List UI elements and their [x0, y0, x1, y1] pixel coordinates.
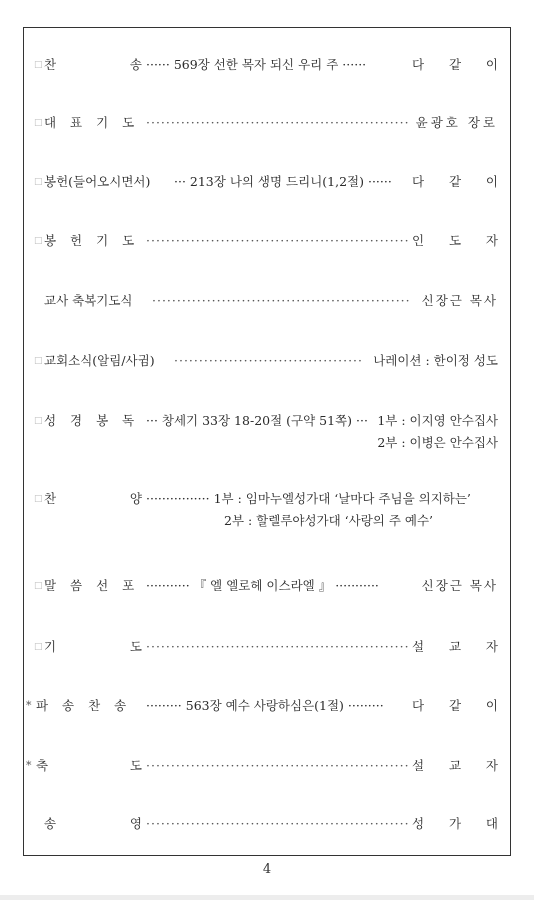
service-item-label: □ 찬 송 — [34, 54, 142, 76]
service-item-label: 교사 축복기도식 — [44, 293, 133, 308]
leader-dots — [146, 755, 410, 777]
page-footer-strip — [0, 895, 534, 900]
presenter: 성 가 대 — [412, 816, 498, 831]
service-row: * 파 송 찬 송 ········· 563장 예수 사랑하심은(1절) ········· 다 같 이 — [24, 695, 510, 717]
service-row — [24, 755, 510, 777]
service-row — [24, 290, 510, 312]
presenter: 신장근 목사 — [421, 293, 498, 308]
presenter: 나레이션 : 한이정 성도 — [373, 353, 498, 368]
service-item-label: □ 성 경 봉 독 — [34, 410, 139, 432]
presenter: 다 같 이 — [412, 698, 498, 713]
presenter: 인 도 자 — [412, 233, 498, 248]
presenter: 다 같 이 — [412, 174, 498, 189]
choir-second-service: 2부 : 할렐루야성가대 ‘사랑의 주 예수’ — [224, 513, 434, 528]
sermon-title: 『 엘 엘로헤 이스라엘 』 — [193, 578, 332, 593]
service-item-label: □ 기 도 — [34, 636, 142, 658]
service-item-label: □ 말 씀 선 포 — [34, 575, 139, 597]
service-item-label: □ 봉헌(들어오시면서) — [34, 171, 150, 193]
leader-dots — [146, 230, 410, 252]
bullet-icon: □ — [34, 581, 43, 591]
service-row: □ 찬 양 ················ 1부 : 임마누엘성가대 ‘날마다 주님을 의지하는’ 2부 : 할렐루야성가대 ‘사랑의 주 예수’ — [24, 488, 510, 510]
stand-up-icon: * — [26, 759, 32, 772]
service-row — [24, 112, 510, 134]
hymn-text: 563장 예수 사랑하심은(1절) — [185, 698, 344, 713]
bullet-icon: □ — [34, 416, 43, 426]
service-item-label: * 축 도 — [26, 755, 142, 777]
service-row: □ 성 경 봉 독 ··· 창세기 33장 18-20절 (구약 51쪽) ··· 1부 : 이지영 안수집사 2부 : 이병은 안수집사 — [24, 410, 510, 432]
leader-dots — [152, 290, 410, 312]
leader-dots — [146, 813, 410, 835]
service-row — [24, 636, 510, 658]
service-row — [24, 813, 510, 835]
order-of-service-frame — [23, 27, 511, 856]
service-row — [24, 350, 510, 372]
bullet-icon: □ — [34, 177, 43, 187]
bullet-icon: □ — [34, 118, 43, 128]
choir-first-service: 1부 : 임마누엘성가대 ‘날마다 주님을 의지하는’ — [213, 491, 471, 506]
leader-dots — [146, 112, 410, 134]
service-item-label: □ 찬 양 — [34, 488, 142, 510]
service-item-label: □ 교회소식(알림/사귐) — [34, 350, 155, 372]
service-item-label: □ 봉 헌 기 도 — [34, 230, 139, 252]
reader-second-service: 2부 : 이병은 안수집사 — [377, 435, 498, 450]
stand-up-icon: * — [26, 699, 32, 712]
leader-dots — [146, 636, 410, 658]
page-number: 4 — [262, 862, 272, 877]
bullet-icon: □ — [34, 236, 43, 246]
leader-dots — [174, 350, 362, 372]
presenter: 설 교 자 — [412, 758, 498, 773]
service-item-label: * 파 송 찬 송 — [26, 695, 131, 717]
presenter: 설 교 자 — [412, 639, 498, 654]
hymn-text: 213장 나의 생명 드리니(1,2절) — [189, 174, 364, 189]
presenter: 윤광호 장로 — [415, 115, 498, 130]
bullet-icon: □ — [34, 494, 43, 504]
service-item-label: □ 대 표 기 도 — [34, 112, 142, 134]
hymn-text: 569장 선한 목자 되신 우리 주 — [173, 57, 339, 72]
reader-first-service: 1부 : 이지영 안수집사 — [377, 413, 498, 428]
service-row — [24, 230, 510, 252]
presenter: 신장근 목사 — [421, 578, 498, 593]
bullet-icon: □ — [34, 642, 43, 652]
service-row: □ 찬 송 ······ 569장 선한 목자 되신 우리 주 ······ 다 같 이 — [24, 54, 510, 76]
scripture-reference: 창세기 33장 18-20절 (구약 51쪽) — [161, 413, 353, 428]
service-item-label: 송 영 — [44, 816, 142, 831]
service-row: □ 봉헌(들어오시면서) ··· 213장 나의 생명 드리니(1,2절) ······ 다 같 이 — [24, 171, 510, 193]
bullet-icon: □ — [34, 356, 43, 366]
bullet-icon: □ — [34, 60, 43, 70]
presenter: 다 같 이 — [412, 57, 498, 72]
service-row: □ 말 씀 선 포 ··········· 『 엘 엘로헤 이스라엘 』 ··········· 신장근 목사 — [24, 575, 510, 597]
